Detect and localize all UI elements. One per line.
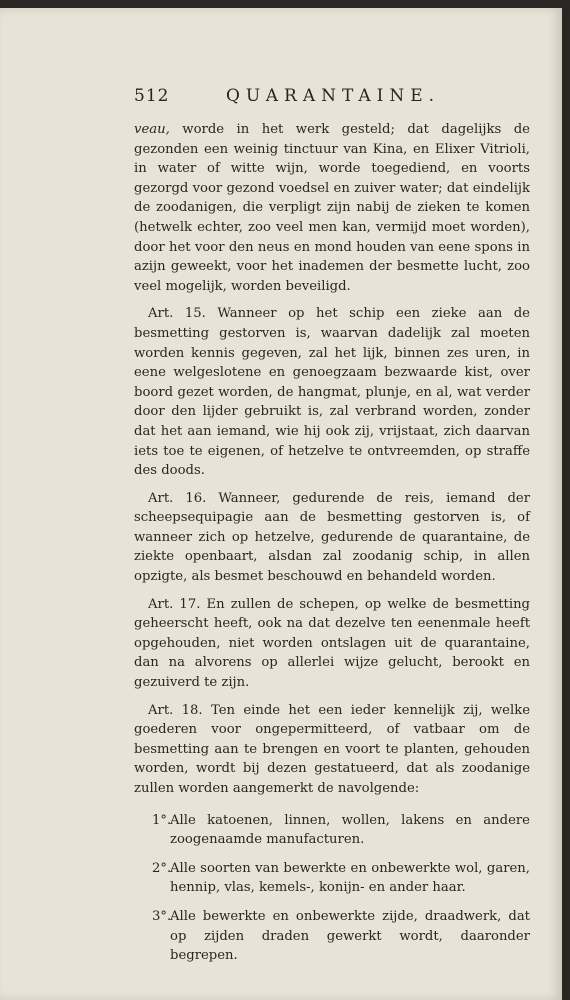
- list-number: 3°.: [152, 908, 172, 924]
- paragraph-lead: veau,: [134, 122, 170, 137]
- list-text: Alle soorten van bewerkte en onbewerkte wol, garen, hennip, vlas, kemels-, konijn- en ander haar.: [170, 860, 530, 896]
- article-17: Art. 17. En zullen de schepen, op welke de besmetting geheerscht heeft, ook na dat dezelve ten eenenmale heeft opgehouden, niet worden ontslagen uit de quarantaine, dan na alvorens op allerlei wijze gelucht, berookt en gezuiverd te zijn.: [134, 596, 530, 691]
- article-16: Art. 16. Wanneer, gedurende de reis, iemand der scheepsequipagie aan de besmetting gestorven is, of wanneer zich op hetzelve, gedurende de quarantaine, de ziekte openbaart, alsdan zal zoodanig schip, in allen opzigte, als besmet beschouwd en behandeld worden.: [134, 490, 530, 585]
- article-15: Art. 15. Wanneer op het schip een zieke aan de besmetting gestorven is, waarvan dadelijk zal moeten worden kennis gegeven, zal het lijk, binnen zes uren, in eene welgeslotene en genoegzaam bezwaarde kist, over boord gezet worden, de hangmat, plunje, en al, wat verder door den lijder gebruikt is, zal verbrand worden, zonder dat het aan iemand, wie hij ook zij, vrijstaat, zich daarvan iets toe te eigenen, of hetzelve te ontvreemden, op straffe des doods.: [134, 306, 530, 479]
- list-number: 1°.: [152, 812, 172, 828]
- list-number: 2°.: [152, 860, 172, 876]
- list-item: [134, 811, 530, 850]
- paragraph-continuation: [134, 120, 530, 296]
- list-item: [134, 859, 530, 898]
- list-text: Alle bewerkte en onbewerkte zijde, draadwerk, dat op zijden draden gewerkt wordt, daaronder begrepen.: [170, 908, 530, 964]
- page-number: 512: [134, 86, 170, 106]
- article-18: Art. 18. Ten einde het een ieder kennelijk zij, welke goederen voor ongepermitteerd, of vatbaar om de besmetting aan te brengen en voort te planten, gehouden worden, wordt bij dezen gestatueerd, dat als zoodanige zullen worden aangemerkt de navolgende:: [134, 702, 530, 796]
- body-text: [134, 120, 530, 966]
- list-text: Alle katoenen, linnen, wollen, lakens en andere zoogenaamde manufacturen.: [170, 812, 530, 848]
- paragraph-text: worde in het werk gesteld; dat dagelijks de gezonden een weinig tinctuur van Kina, en Elixer Vitrioli, in water of witte wijn, worde toegediend, en voorts gezorgd voor gezond voedsel en zuiver water; dat eindelijk de zoodanigen, die verpligt zijn nabij de zieken te komen (hetwelk echter, zoo veel men kan, vermijd moet worden), door het voor den neus en mond houden van eene spons in azijn geweekt, voor het inademen der besmette lucht, zoo veel mogelijk, worden beveiligd.: [134, 122, 530, 294]
- list-item: [134, 907, 530, 966]
- book-page: [0, 8, 562, 1000]
- running-title: QUARANTAINE.: [226, 86, 441, 106]
